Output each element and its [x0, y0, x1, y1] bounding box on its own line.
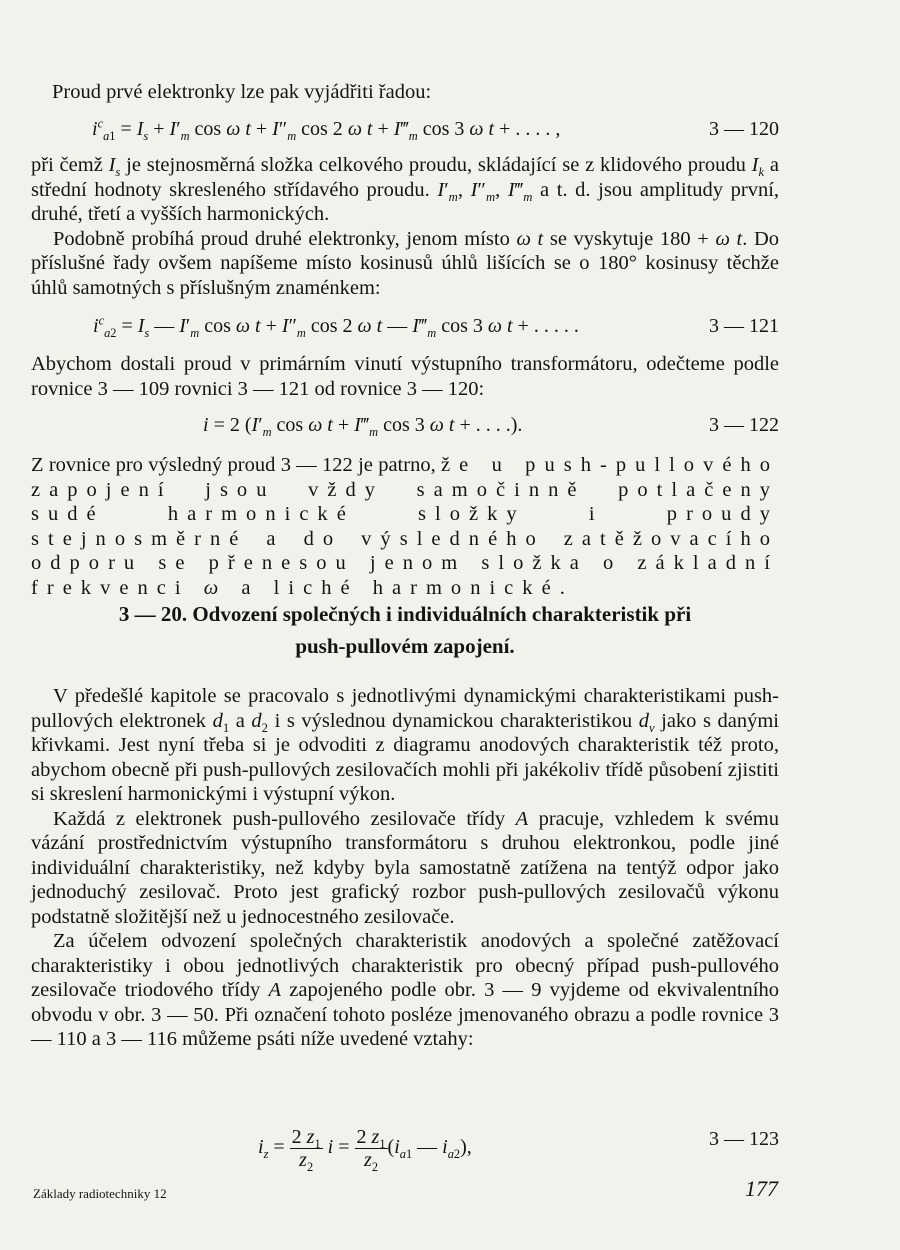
section-heading: 3 — 20. Odvození společných i individuálních charakteristik při push-pullovém zapojení. [118, 602, 692, 658]
footer-book-title: Základy radiotechniky 12 [33, 1186, 167, 1201]
equation-formula: $i^c_{a2} = I_s$ — $I'_m$ cos ω $t + I''_m$ cos 2 ω t — $I‴_m$ cos 3 ω t + . . . . . [93, 313, 579, 340]
text-block-3 [31, 453, 779, 600]
paragraph-7: Za účelem odvození společných charakteristik anodových a společné zatěžovací charakteristiky i obou jednotlivých charakteristik pro obecný případ push-pullového zesilovače triodového třídy A zapojeného podle obr. 3 — 9 vyjdeme od ekvivalentního obvodu v obr. 3 — 50. Při označení tohoto posléze jmenovaného obrazu a podle rovnice 3 — 110 a 3 — 116 můžeme psáti níže uvedené vztahy: [31, 930, 779, 1050]
equation-number: 3 — 123 [709, 1128, 779, 1150]
paragraph-4: Z rovnice pro výsledný proud 3 — 122 je patrno, že u push-pullového zapojení jsou vždy samočinně potlačeny sudé harmonické složky i proudy stejnosměrné a do výsledného zatěžovacího odporu se přenesou jenom složka o základní frekvenci ω a liché harmonické. [31, 454, 779, 599]
page-number: 177 [745, 1176, 778, 1201]
equation-formula: i = 2 ($I'_m$ cos ω $t + I‴_m$ cos 3 ω t + . . . .). [203, 414, 523, 439]
equation-number: 3 — 120 [709, 118, 779, 140]
intro-line: Proud prvé elektronky lze pak vyjádřiti řadou: [52, 81, 432, 103]
equation-number: 3 — 121 [709, 315, 779, 337]
paragraph-6: Každá z elektronek push-pullového zesilovače třídy A pracuje, vzhledem k svému vázání prostřednictvím výstupního transformátoru s druhou elektronkou, podle jiné individuální charakteristiky, než kdyby byla samostatně zatížena na tentýž odpor jako jednoduchý zesilovač. Proto jest grafický rozbor push-pullových zesilovačů výkonu podstatně složitější než u jednocestného zesilovače. [31, 807, 780, 928]
text-block-1 [31, 153, 779, 300]
paragraph-5: V předešlé kapitole se pracovalo s jednotlivými dynamickými charakteristikami push-pullových elektronek $d_1$ a $d_2$ i s výslednou dynamickou charakteristikou $d_v$ jako s danými křivkami. Jest nyní třeba si je odvoditi z diagramu anodových charakteristik též proto, abychom obecně při push-pullových zesilovačích mohli při jakékoliv třídě působení zjistiti si skreslení harmonickými i výstupní výkon. [31, 685, 779, 805]
text-block-2 [31, 352, 779, 401]
paragraph-2: Podobně probíhá proud druhé elektronky, jenom místo ω t se vyskytuje 180 + ω t. Do příslušné řady ovšem napíšeme místo kosinusů úhlů lišících se o 180° kosinusy těchže úhlů samotných s příslušným znaménkem: [31, 227, 780, 299]
paragraph-1: při čemž $I_s$ je stejnosměrná složka celkového proudu, skládající se z klidového proudu $I_k$ a střední hodnoty skresleného střídavého proudu. $I'_m$, $I''_m$, $I‴_m$ a t. d. jsou amplitudy první, druhé, třetí a vyšších harmonických. [31, 154, 780, 225]
equation-formula: $i_z$ = $\frac{2 z_1}{z_2}$ i = $\frac{2 z_1}{z_2}$ ($i_{a1}$ — $i_{a2}$), [258, 1126, 472, 1174]
paragraph-3: Abychom dostali proud v primárním vinutí výstupního transformátoru, odečteme podle rovnice 3 — 109 rovnici 3 — 121 od rovnice 3 — 120: [31, 353, 779, 400]
text-block-4 [31, 684, 779, 1052]
equation-number: 3 — 122 [709, 414, 779, 436]
equation-formula: $i^c_{a1} = I_s + I'_m$ cos ω $t + I''_m$ cos 2 ω $t + I‴_m$ cos 3 ω t + . . . . , [92, 116, 561, 143]
